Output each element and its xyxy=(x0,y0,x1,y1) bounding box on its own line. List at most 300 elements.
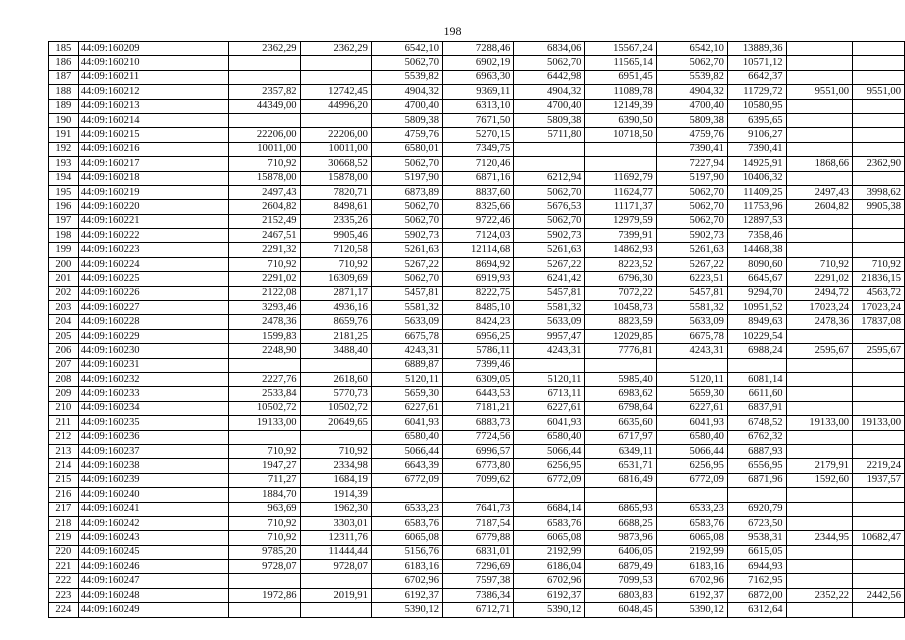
value-cell: 2019,91 xyxy=(300,588,371,602)
value-cell xyxy=(786,516,852,530)
table-row xyxy=(49,372,905,386)
value-cell xyxy=(786,171,852,185)
value-cell: 2442,56 xyxy=(853,588,905,602)
row-number-cell: 215 xyxy=(49,473,79,487)
value-cell: 15878,00 xyxy=(300,171,371,185)
row-number-cell: 210 xyxy=(49,401,79,415)
value-cell xyxy=(853,113,905,127)
value-cell: 2595,67 xyxy=(786,344,852,358)
value-cell: 6580,40 xyxy=(371,430,442,444)
table-row xyxy=(49,113,905,127)
value-cell xyxy=(853,545,905,559)
value-cell: 8223,52 xyxy=(585,257,656,271)
value-cell xyxy=(853,214,905,228)
cadastral-number-cell: 44:09:160248 xyxy=(78,588,229,602)
value-cell: 6871,16 xyxy=(443,171,514,185)
value-cell: 710,92 xyxy=(229,157,300,171)
value-cell: 2192,99 xyxy=(514,545,585,559)
table-row xyxy=(49,272,905,286)
value-cell: 5581,32 xyxy=(656,301,727,315)
value-cell: 6406,05 xyxy=(585,545,656,559)
value-cell: 7181,21 xyxy=(443,401,514,415)
value-cell xyxy=(786,401,852,415)
cadastral-number-cell: 44:09:160217 xyxy=(78,157,229,171)
value-cell: 6533,23 xyxy=(656,502,727,516)
value-cell: 6963,30 xyxy=(443,70,514,84)
table-row xyxy=(49,128,905,142)
table-row xyxy=(49,301,905,315)
value-cell: 5902,73 xyxy=(656,229,727,243)
value-cell: 9722,46 xyxy=(443,214,514,228)
row-number-cell: 196 xyxy=(49,200,79,214)
value-cell: 8659,76 xyxy=(300,315,371,329)
row-number-cell: 218 xyxy=(49,516,79,530)
table-row xyxy=(49,603,905,617)
value-cell: 5197,90 xyxy=(371,171,442,185)
row-number-cell: 223 xyxy=(49,588,79,602)
value-cell: 10229,54 xyxy=(727,329,786,343)
value-cell: 2604,82 xyxy=(786,200,852,214)
value-cell: 2478,36 xyxy=(786,315,852,329)
row-number-cell: 192 xyxy=(49,142,79,156)
value-cell: 8694,92 xyxy=(443,257,514,271)
value-cell: 6951,45 xyxy=(585,70,656,84)
value-cell: 710,92 xyxy=(853,257,905,271)
row-number-cell: 219 xyxy=(49,531,79,545)
row-number-cell: 199 xyxy=(49,243,79,257)
value-cell: 963,69 xyxy=(229,502,300,516)
value-cell xyxy=(786,603,852,617)
value-cell: 11565,14 xyxy=(585,56,656,70)
value-cell: 5633,09 xyxy=(371,315,442,329)
value-cell: 5539,82 xyxy=(656,70,727,84)
value-cell: 10011,00 xyxy=(229,142,300,156)
value-cell: 710,92 xyxy=(300,257,371,271)
value-cell: 44349,00 xyxy=(229,99,300,113)
value-cell: 9728,07 xyxy=(229,560,300,574)
cadastral-number-cell: 44:09:160210 xyxy=(78,56,229,70)
value-cell xyxy=(727,488,786,502)
value-cell xyxy=(300,574,371,588)
value-cell: 11753,96 xyxy=(727,200,786,214)
cadastral-number-cell: 44:09:160241 xyxy=(78,502,229,516)
cadastral-number-cell: 44:09:160226 xyxy=(78,286,229,300)
value-cell: 10458,73 xyxy=(585,301,656,315)
value-cell: 6803,83 xyxy=(585,588,656,602)
value-cell: 6871,96 xyxy=(727,473,786,487)
value-cell: 7399,46 xyxy=(443,358,514,372)
value-cell: 5261,63 xyxy=(656,243,727,257)
cadastral-number-cell: 44:09:160239 xyxy=(78,473,229,487)
value-cell xyxy=(229,603,300,617)
value-cell: 6313,10 xyxy=(443,99,514,113)
row-number-cell: 202 xyxy=(49,286,79,300)
value-cell: 10502,72 xyxy=(300,401,371,415)
value-cell xyxy=(300,358,371,372)
value-cell xyxy=(786,214,852,228)
value-cell: 12311,76 xyxy=(300,531,371,545)
value-cell: 2152,49 xyxy=(229,214,300,228)
value-cell: 2362,90 xyxy=(853,157,905,171)
table-row xyxy=(49,200,905,214)
value-cell: 5457,81 xyxy=(656,286,727,300)
table-row xyxy=(49,142,905,156)
value-cell: 6349,11 xyxy=(585,444,656,458)
value-cell: 5390,12 xyxy=(656,603,727,617)
value-cell xyxy=(786,243,852,257)
value-cell: 5062,70 xyxy=(514,185,585,199)
value-cell: 2357,82 xyxy=(229,85,300,99)
table-row xyxy=(49,85,905,99)
value-cell: 12029,85 xyxy=(585,329,656,343)
value-cell: 6390,50 xyxy=(585,113,656,127)
table-row xyxy=(49,229,905,243)
value-cell xyxy=(300,70,371,84)
value-cell: 6081,14 xyxy=(727,372,786,386)
cadastral-number-cell: 44:09:160227 xyxy=(78,301,229,315)
value-cell: 6773,80 xyxy=(443,459,514,473)
table-row xyxy=(49,243,905,257)
cadastral-number-cell: 44:09:160219 xyxy=(78,185,229,199)
cadastral-number-cell: 44:09:160221 xyxy=(78,214,229,228)
value-cell xyxy=(853,358,905,372)
value-cell xyxy=(853,99,905,113)
cadastral-number-cell: 44:09:160237 xyxy=(78,444,229,458)
value-cell: 5985,40 xyxy=(585,372,656,386)
value-cell: 6192,37 xyxy=(371,588,442,602)
value-cell xyxy=(786,56,852,70)
table-row xyxy=(49,459,905,473)
value-cell: 4700,40 xyxy=(656,99,727,113)
value-cell: 1684,19 xyxy=(300,473,371,487)
cadastral-number-cell: 44:09:160249 xyxy=(78,603,229,617)
value-cell: 2219,24 xyxy=(853,459,905,473)
value-cell: 6183,16 xyxy=(371,560,442,574)
value-cell: 2291,02 xyxy=(229,272,300,286)
value-cell: 7671,50 xyxy=(443,113,514,127)
value-cell: 7358,46 xyxy=(727,229,786,243)
value-cell: 5120,11 xyxy=(514,372,585,386)
value-cell xyxy=(786,229,852,243)
value-cell: 1914,39 xyxy=(300,488,371,502)
row-number-cell: 216 xyxy=(49,488,79,502)
value-cell xyxy=(853,171,905,185)
value-cell xyxy=(229,358,300,372)
value-cell xyxy=(656,358,727,372)
value-cell: 6887,93 xyxy=(727,444,786,458)
value-cell: 7120,58 xyxy=(300,243,371,257)
table-row xyxy=(49,70,905,84)
value-cell xyxy=(371,488,442,502)
value-cell: 21836,15 xyxy=(853,272,905,286)
value-cell: 6702,96 xyxy=(514,574,585,588)
value-cell: 5270,15 xyxy=(443,128,514,142)
value-cell: 5676,53 xyxy=(514,200,585,214)
value-cell: 8325,66 xyxy=(443,200,514,214)
value-cell: 9369,11 xyxy=(443,85,514,99)
value-cell: 7390,41 xyxy=(656,142,727,156)
value-cell xyxy=(853,70,905,84)
value-cell: 6762,32 xyxy=(727,430,786,444)
row-number-cell: 187 xyxy=(49,70,79,84)
value-cell: 19133,00 xyxy=(853,416,905,430)
value-cell: 6256,95 xyxy=(656,459,727,473)
row-number-cell: 221 xyxy=(49,560,79,574)
value-cell: 22206,00 xyxy=(300,128,371,142)
value-cell: 7120,46 xyxy=(443,157,514,171)
value-cell xyxy=(300,56,371,70)
row-number-cell: 188 xyxy=(49,85,79,99)
value-cell xyxy=(853,516,905,530)
value-cell: 11171,37 xyxy=(585,200,656,214)
value-cell: 11692,79 xyxy=(585,171,656,185)
value-cell: 6395,65 xyxy=(727,113,786,127)
value-cell: 6798,64 xyxy=(585,401,656,415)
cadastral-number-cell: 44:09:160246 xyxy=(78,560,229,574)
value-cell: 15878,00 xyxy=(229,171,300,185)
value-cell xyxy=(786,358,852,372)
value-cell: 9538,31 xyxy=(727,531,786,545)
value-cell: 7641,73 xyxy=(443,502,514,516)
value-cell: 6041,93 xyxy=(371,416,442,430)
value-cell: 2291,32 xyxy=(229,243,300,257)
row-number-cell: 220 xyxy=(49,545,79,559)
value-cell: 13889,36 xyxy=(727,42,786,56)
value-cell xyxy=(786,444,852,458)
value-cell: 5809,38 xyxy=(514,113,585,127)
value-cell xyxy=(786,329,852,343)
value-cell xyxy=(229,56,300,70)
value-cell: 17023,24 xyxy=(853,301,905,315)
value-cell xyxy=(727,358,786,372)
value-cell: 5633,09 xyxy=(514,315,585,329)
table-row xyxy=(49,214,905,228)
value-cell: 6615,05 xyxy=(727,545,786,559)
value-cell: 6542,10 xyxy=(656,42,727,56)
cadastral-number-cell: 44:09:160222 xyxy=(78,229,229,243)
row-number-cell: 207 xyxy=(49,358,79,372)
table-row xyxy=(49,286,905,300)
value-cell xyxy=(853,502,905,516)
table-row xyxy=(49,416,905,430)
value-cell: 6533,23 xyxy=(371,502,442,516)
value-cell: 14925,91 xyxy=(727,157,786,171)
page-number: 198 xyxy=(443,24,462,38)
value-cell: 10502,72 xyxy=(229,401,300,415)
value-cell: 6556,95 xyxy=(727,459,786,473)
value-cell: 8498,61 xyxy=(300,200,371,214)
value-cell xyxy=(853,56,905,70)
value-cell: 2181,25 xyxy=(300,329,371,343)
value-cell: 6919,93 xyxy=(443,272,514,286)
value-cell: 5197,90 xyxy=(656,171,727,185)
value-cell: 10951,52 xyxy=(727,301,786,315)
value-cell: 2122,08 xyxy=(229,286,300,300)
value-cell: 6227,61 xyxy=(514,401,585,415)
value-cell: 12742,45 xyxy=(300,85,371,99)
value-cell: 14468,38 xyxy=(727,243,786,257)
value-cell xyxy=(853,329,905,343)
row-number-cell: 185 xyxy=(49,42,79,56)
value-cell: 10718,50 xyxy=(585,128,656,142)
cadastral-number-cell: 44:09:160235 xyxy=(78,416,229,430)
value-cell: 5390,12 xyxy=(371,603,442,617)
value-cell: 5062,70 xyxy=(656,214,727,228)
row-number-cell: 214 xyxy=(49,459,79,473)
value-cell: 710,92 xyxy=(229,516,300,530)
table-row xyxy=(49,315,905,329)
value-cell: 9106,27 xyxy=(727,128,786,142)
value-cell: 9294,70 xyxy=(727,286,786,300)
value-cell: 6611,60 xyxy=(727,387,786,401)
table-row xyxy=(49,42,905,56)
value-cell: 6865,93 xyxy=(585,502,656,516)
value-cell: 4759,76 xyxy=(656,128,727,142)
value-cell: 7349,75 xyxy=(443,142,514,156)
value-cell: 6583,76 xyxy=(371,516,442,530)
value-cell: 30668,52 xyxy=(300,157,371,171)
value-cell: 22206,00 xyxy=(229,128,300,142)
value-cell: 5062,70 xyxy=(371,214,442,228)
value-cell: 7597,38 xyxy=(443,574,514,588)
row-number-cell: 206 xyxy=(49,344,79,358)
value-cell: 9905,46 xyxy=(300,229,371,243)
value-cell: 8837,60 xyxy=(443,185,514,199)
value-cell xyxy=(786,70,852,84)
value-cell: 5120,11 xyxy=(656,372,727,386)
value-cell: 5120,11 xyxy=(371,372,442,386)
value-cell: 9785,20 xyxy=(229,545,300,559)
value-cell xyxy=(514,358,585,372)
value-cell: 7390,41 xyxy=(727,142,786,156)
value-cell: 6902,19 xyxy=(443,56,514,70)
row-number-cell: 190 xyxy=(49,113,79,127)
value-cell: 4904,32 xyxy=(514,85,585,99)
data-table xyxy=(48,41,905,618)
table-body xyxy=(49,42,905,618)
value-cell: 6192,37 xyxy=(514,588,585,602)
value-cell: 11444,44 xyxy=(300,545,371,559)
table-row xyxy=(49,358,905,372)
value-cell: 6772,09 xyxy=(514,473,585,487)
value-cell: 19133,00 xyxy=(229,416,300,430)
cadastral-number-cell: 44:09:160223 xyxy=(78,243,229,257)
value-cell xyxy=(300,430,371,444)
cadastral-number-cell: 44:09:160236 xyxy=(78,430,229,444)
value-cell: 5066,44 xyxy=(514,444,585,458)
value-cell: 12149,39 xyxy=(585,99,656,113)
value-cell xyxy=(853,243,905,257)
value-cell: 2352,22 xyxy=(786,588,852,602)
row-number-cell: 189 xyxy=(49,99,79,113)
table-row xyxy=(49,560,905,574)
value-cell xyxy=(853,387,905,401)
value-cell: 5062,70 xyxy=(656,56,727,70)
value-cell: 5659,30 xyxy=(656,387,727,401)
value-cell: 6873,89 xyxy=(371,185,442,199)
value-cell: 6223,51 xyxy=(656,272,727,286)
value-cell: 6889,87 xyxy=(371,358,442,372)
value-cell: 5066,44 xyxy=(371,444,442,458)
value-cell: 5902,73 xyxy=(514,229,585,243)
value-cell: 4243,31 xyxy=(514,344,585,358)
value-cell: 8090,60 xyxy=(727,257,786,271)
value-cell: 2362,29 xyxy=(229,42,300,56)
value-cell: 7399,91 xyxy=(585,229,656,243)
row-number-cell: 194 xyxy=(49,171,79,185)
value-cell xyxy=(786,560,852,574)
value-cell: 6920,79 xyxy=(727,502,786,516)
value-cell xyxy=(300,603,371,617)
value-cell xyxy=(786,574,852,588)
value-cell: 5261,63 xyxy=(514,243,585,257)
row-number-cell: 208 xyxy=(49,372,79,386)
value-cell: 15567,24 xyxy=(585,42,656,56)
value-cell: 4243,31 xyxy=(656,344,727,358)
value-cell: 5062,70 xyxy=(656,200,727,214)
value-cell: 6717,97 xyxy=(585,430,656,444)
row-number-cell: 211 xyxy=(49,416,79,430)
value-cell: 9728,07 xyxy=(300,560,371,574)
value-cell: 6542,10 xyxy=(371,42,442,56)
value-cell: 4243,31 xyxy=(371,344,442,358)
value-cell: 5809,38 xyxy=(371,113,442,127)
value-cell: 5066,44 xyxy=(656,444,727,458)
value-cell: 5062,70 xyxy=(371,157,442,171)
value-cell: 6227,61 xyxy=(371,401,442,415)
value-cell: 6531,71 xyxy=(585,459,656,473)
value-cell: 2248,90 xyxy=(229,344,300,358)
value-cell: 6796,30 xyxy=(585,272,656,286)
value-cell xyxy=(786,372,852,386)
cadastral-number-cell: 44:09:160220 xyxy=(78,200,229,214)
cadastral-number-cell: 44:09:160218 xyxy=(78,171,229,185)
value-cell: 6645,67 xyxy=(727,272,786,286)
value-cell: 5062,70 xyxy=(656,185,727,199)
value-cell: 710,92 xyxy=(300,444,371,458)
value-cell: 6065,08 xyxy=(514,531,585,545)
value-cell: 7724,56 xyxy=(443,430,514,444)
value-cell: 2595,67 xyxy=(853,344,905,358)
value-cell xyxy=(786,387,852,401)
value-cell: 6688,25 xyxy=(585,516,656,530)
value-cell: 6256,95 xyxy=(514,459,585,473)
value-cell: 711,27 xyxy=(229,473,300,487)
table-row xyxy=(49,588,905,602)
value-cell: 6772,09 xyxy=(371,473,442,487)
value-cell xyxy=(514,157,585,171)
value-cell xyxy=(853,488,905,502)
table-row xyxy=(49,545,905,559)
table-row xyxy=(49,185,905,199)
value-cell: 6583,76 xyxy=(514,516,585,530)
value-cell: 6723,50 xyxy=(727,516,786,530)
value-cell: 5457,81 xyxy=(371,286,442,300)
value-cell: 6883,73 xyxy=(443,416,514,430)
value-cell xyxy=(853,142,905,156)
value-cell: 7187,54 xyxy=(443,516,514,530)
row-number-cell: 191 xyxy=(49,128,79,142)
value-cell: 4700,40 xyxy=(514,99,585,113)
value-cell: 7227,94 xyxy=(656,157,727,171)
value-cell: 6988,24 xyxy=(727,344,786,358)
value-cell xyxy=(853,128,905,142)
value-cell xyxy=(585,358,656,372)
value-cell: 9905,38 xyxy=(853,200,905,214)
value-cell: 5786,11 xyxy=(443,344,514,358)
value-cell: 710,92 xyxy=(229,531,300,545)
value-cell: 12114,68 xyxy=(443,243,514,257)
